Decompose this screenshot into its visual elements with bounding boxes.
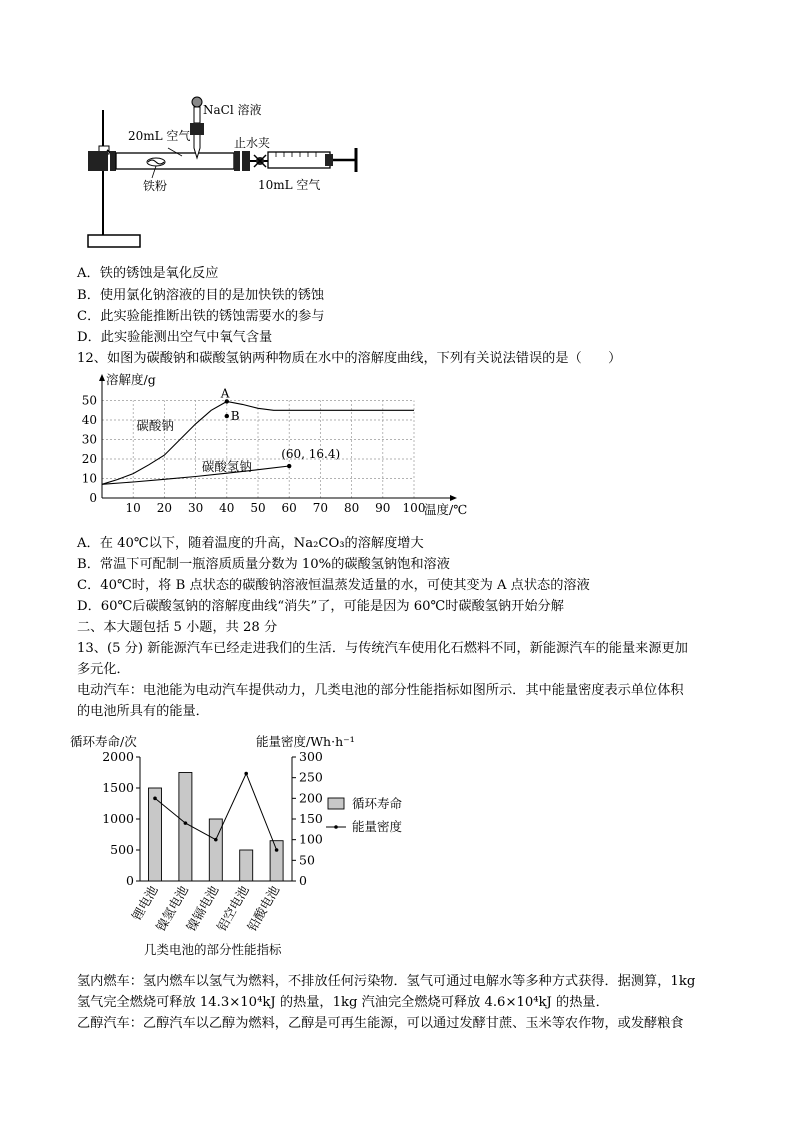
x-tick-label: 50 [250,501,266,515]
q12-option-b: B．常温下可配制一瓶溶质质量分数为 10%的碳酸氢钠饱和溶液 [77,557,450,572]
right-tick-label: 150 [299,811,323,826]
series-label-sodium-bicarbonate: 碳酸氢钠 [201,458,252,474]
q13-ethanol-line1: 乙醇汽车：乙醇汽车以乙醇为燃料，乙醇是可再生能源，可以通过发酵甘蔗、玉米等农作物，或发酵粮食 [77,1016,684,1031]
q13-line1: 13、(5 分) 新能源汽车已经走进我们的生活．与传统汽车使用化石燃料不同，新能源汽车的能量来源更加 [77,641,688,656]
right-tick-label: 100 [299,831,323,847]
q13-line2: 多元化． [77,662,130,677]
x-tick-label: 10 [125,501,141,515]
syringe-barrel [268,152,330,168]
q11-option-a: A．铁的锈蚀是氧化反应 [77,266,219,281]
left-tick-label: 2000 [102,749,134,764]
y-tick-label: 40 [81,413,97,427]
right-axis-label: 能量密度/Wh·h⁻¹ [256,734,355,749]
x-tick-label: 100 [402,501,426,515]
point-energy-density [153,797,157,801]
y-tick-label: 20 [81,452,97,466]
right-tick-label: 250 [299,769,323,785]
y-tick-label: 10 [81,471,97,486]
y-tick-label: 50 [81,393,97,408]
stand-base [88,235,140,247]
right-tick-label: 0 [299,873,307,888]
x-tick-label: 60 [281,501,297,515]
legend-swatch-cycle-life [328,798,344,809]
x-tick-label: 30 [187,501,204,515]
clamp-label: 止水夹 [234,136,271,150]
q13-ev-line2: 的电池所具有的能量． [77,704,209,719]
x-tick-label: 20 [156,501,173,515]
solubility-chart [70,368,490,528]
air10-label: 10mL 空气 [258,178,321,192]
category-label: 镍镉电池 [183,883,222,934]
section-2-heading: 二、本大题包括 5 小题，共 28 分 [77,620,278,635]
point-energy-density [214,838,218,842]
right-tick-label: 300 [299,749,323,764]
point-energy-density [184,821,188,825]
battery-chart [70,726,430,966]
category-label: 镍氢电池 [152,883,191,934]
point-label-60: (60, 16.4) [281,447,341,462]
y-axis-label: 溶解度/g [106,372,156,387]
bar-cycle-life [179,773,192,882]
q12-stem: 12、如图为碳酸钠和碳酸氢钠两种物质在水中的溶解度曲线，下列有关说法错误的是（ ） [77,351,622,366]
q11-option-d: D．此实验能测出空气中氧气含量 [77,330,273,345]
dropper-stopper [190,123,204,135]
q13-h2-line1: 氢内燃车：氢内燃车以氢气为燃料，不排放任何污染物．氢气可通过电解水等多种方式获得．据测算，1kg [77,974,696,989]
right-stopper [234,151,240,171]
category-label: 铅酸电池 [244,883,283,934]
y-axis-arrow [99,374,105,381]
chart-caption: 几类电池的部分性能指标 [144,942,282,957]
q11-option-c: C．此实验能推断出铁的锈蚀需要水的参与 [77,309,325,324]
right-tick-label: 200 [299,790,323,806]
left-tick-label: 1500 [102,780,134,795]
bar-cycle-life [270,841,283,881]
category-label: 锂电池 [128,883,161,923]
point-label-a: A [220,386,230,401]
x-axis-label: 温度/℃ [424,502,468,517]
q13-h2-line2: 氢气完全燃烧可释放 14.3×10⁴kJ 的热量，1kg 汽油完全燃烧可释放 4.6×10⁴kJ 的热量． [77,995,609,1010]
point-energy-density [275,848,279,852]
nacl-label: NaCl 溶液 [203,103,262,117]
left-tick-label: 0 [126,873,134,888]
x-tick-label: 80 [343,501,360,515]
right-tick-label: 50 [299,852,315,868]
bar-cycle-life [240,850,253,881]
q11-option-b: B．使用氯化钠溶液的目的是加快铁的锈蚀 [77,288,325,303]
q12-option-c: C．40℃时，将 B 点状态的碳酸钠溶液恒温蒸发适量的水，可使其变为 A 点状态的溶液 [77,578,590,593]
x-tick-label: 70 [312,501,329,515]
legend-label-energy-density: 能量密度 [352,819,403,834]
left-tick-label: 500 [110,842,134,857]
x-tick-label: 40 [219,501,235,515]
legend-label-cycle-life: 循环寿命 [352,796,403,811]
data-point [225,414,229,418]
bar-cycle-life [209,819,222,881]
series-label-sodium-carbonate: 碳酸钠 [136,417,174,433]
point-label-b: B [230,409,240,424]
iron-label: 铁粉 [143,179,168,193]
point-energy-density [244,772,248,776]
y-tick-label: 0 [89,491,97,505]
legend-marker-energy-density [334,825,338,829]
data-point [287,464,291,468]
glass-tube [116,153,234,169]
left-axis-label: 循环寿命/次 [70,734,137,749]
left-tick-label: 1000 [102,811,134,826]
left-stopper [88,151,108,171]
y-tick-label: 30 [81,432,97,447]
q12-option-a: A．在 40℃以下，随着温度的升高，Na₂CO₃的溶解度增大 [77,536,424,551]
q13-ev-line1: 电动汽车：电池能为电动汽车提供动力，几类电池的部分性能指标如图所示．其中能量密度表示单位体积 [77,683,684,698]
q12-option-d: D．60℃后碳酸氢钠的溶解度曲线“消失”了，可能是因为 60℃时碳酸氢钠开始分解 [77,599,564,614]
category-label: 铝空电池 [213,883,252,934]
air20-label: 20mL 空气 [128,129,191,143]
x-axis-arrow [450,495,457,501]
x-tick-label: 90 [375,501,391,515]
dropper-bulb [192,97,202,107]
